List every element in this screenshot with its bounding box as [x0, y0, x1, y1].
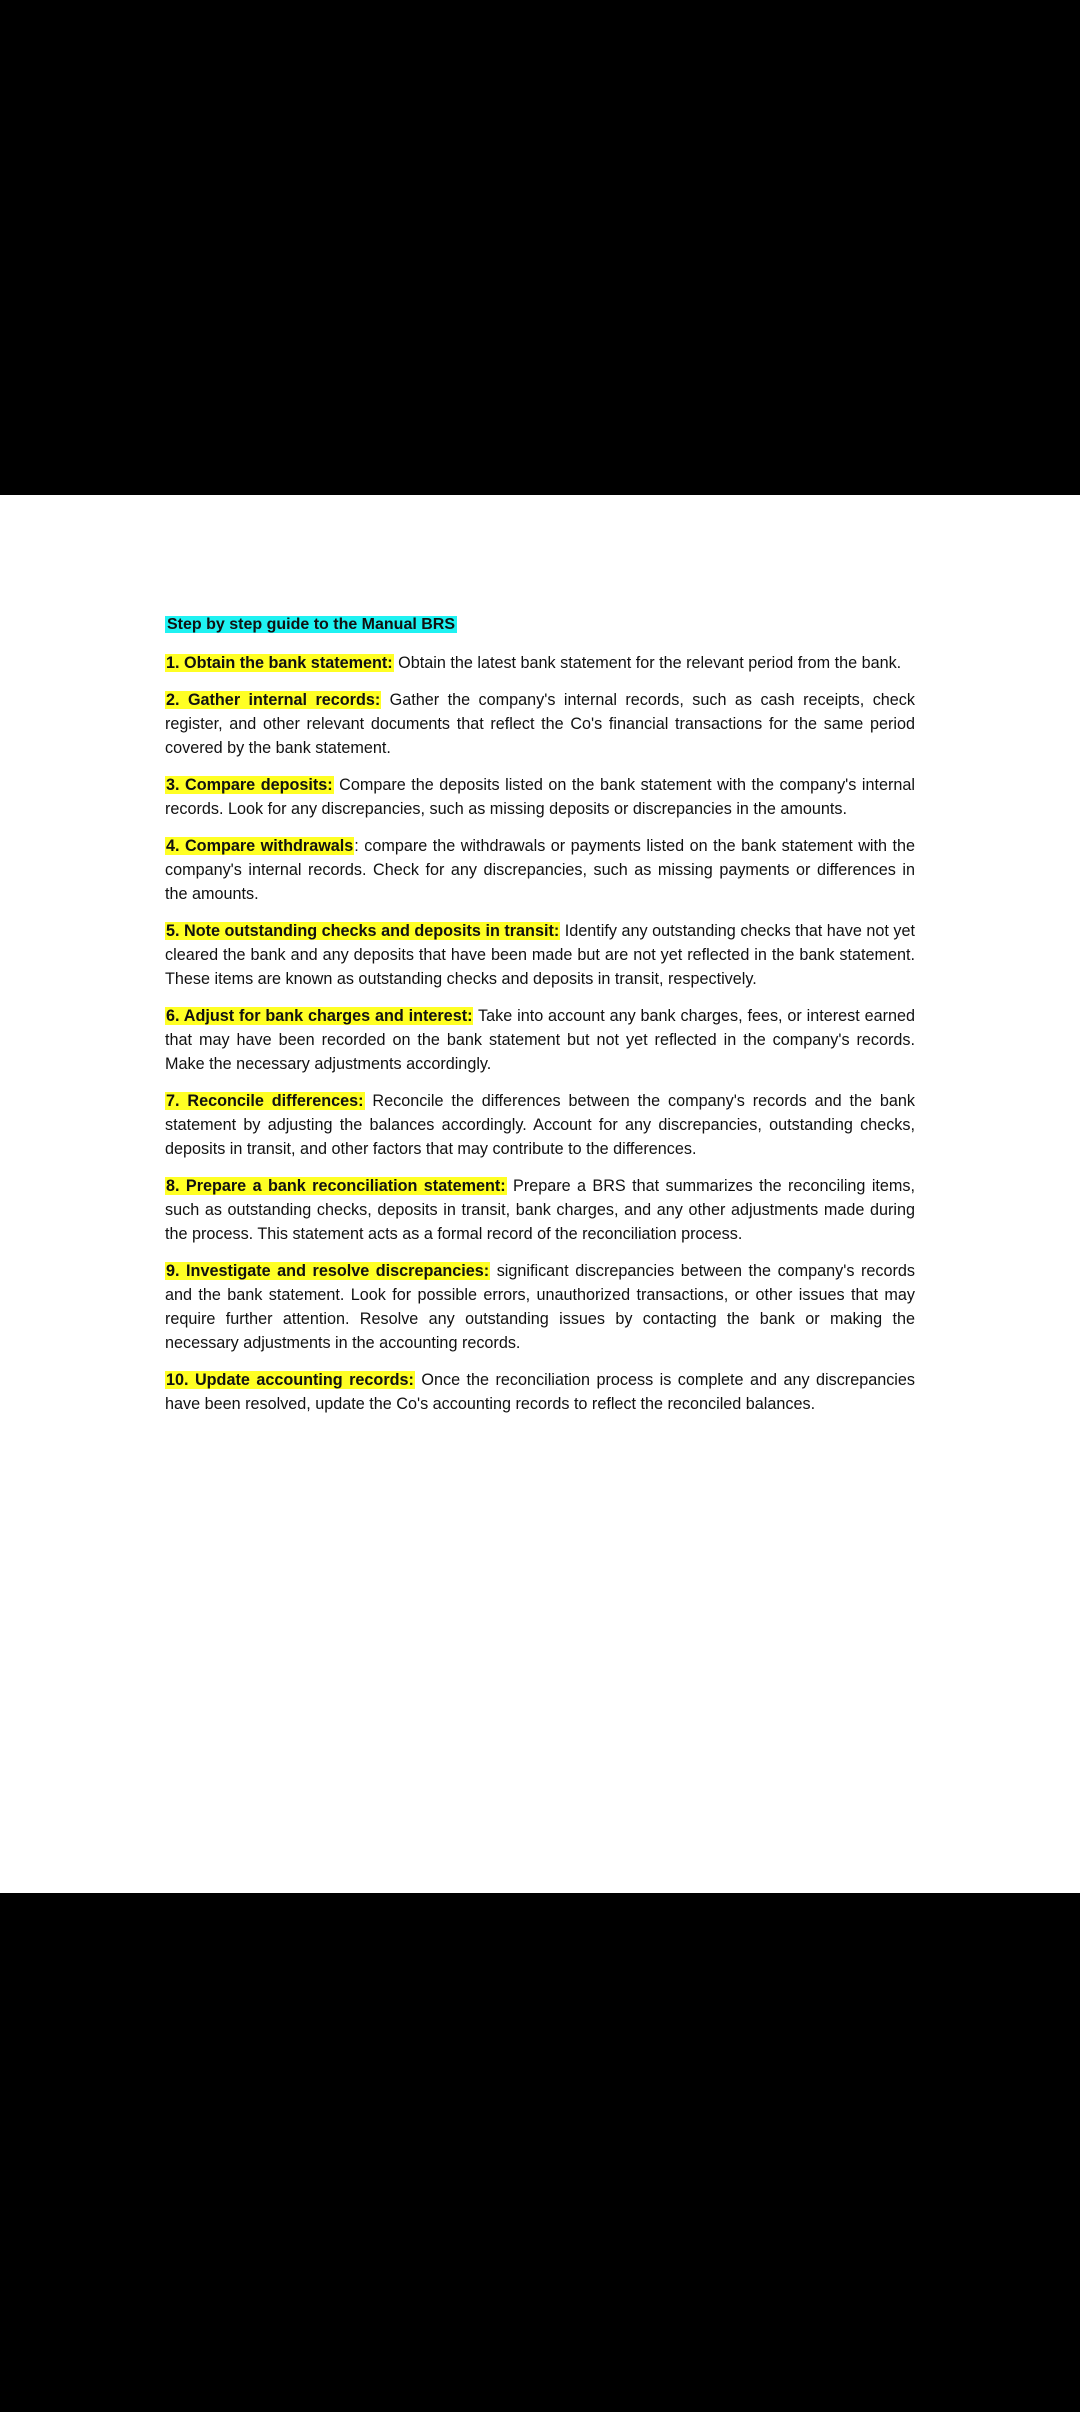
step-text: Obtain the latest bank statement for the relevant period from the bank. — [393, 654, 902, 672]
step-text: Reconcile the differences between the company's records and the bank statement by adjusting the balances accordingly. Account for any discrepancies, outstanding checks, deposits in transit, and other factors that may contribute to the differences. — [165, 1092, 916, 1158]
step-7 — [165, 1089, 915, 1161]
step-9 — [165, 1259, 915, 1355]
step-text: Take into account any bank charges, fees, or interest earned that may have been recorded on the bank statement but not yet reflected in the company's records. Make the necessary adjustments accordingly. — [165, 1007, 915, 1073]
document-title-highlight: Step by step guide to the Manual BRS — [167, 616, 456, 633]
step-10 — [165, 1368, 915, 1416]
step-heading: 10. Update accounting records: — [166, 1371, 414, 1389]
step-heading: 2. Gather internal records: — [166, 691, 381, 709]
step-text: : compare the withdrawals or payments listed on the bank statement with the company's internal records. Check for any discrepancies, such as missing payments or differences in the amounts. — [165, 837, 916, 903]
document-page — [0, 495, 1080, 1893]
step-text: Gather the company's internal records, such as cash receipts, check register, and other relevant documents that reflect the Co's financial transactions for the same period covered by the bank statement. — [165, 691, 915, 757]
step-2 — [165, 688, 915, 760]
step-5 — [165, 919, 915, 991]
step-6 — [165, 1004, 915, 1076]
step-heading: 6. Adjust for bank charges and interest: — [166, 1007, 473, 1025]
step-heading: 8. Prepare a bank reconciliation statement: — [166, 1177, 506, 1195]
step-8 — [165, 1174, 915, 1246]
step-3 — [165, 773, 915, 821]
step-heading: 7. Reconcile differences: — [166, 1092, 364, 1110]
step-heading: 9. Investigate and resolve discrepancies: — [166, 1262, 490, 1280]
step-heading: 1. Obtain the bank statement: — [166, 654, 393, 672]
step-heading: 4. Compare withdrawals — [166, 837, 354, 855]
step-heading: 3. Compare deposits: — [166, 776, 333, 794]
step-text: significant discrepancies between the company's records and the bank statement. Look for possible errors, unauthorized transactions, or other issues that may require further attention. Resolve any outstanding issues by contacting the bank or making the necessary adjustments in the accounting records. — [165, 1262, 915, 1352]
step-heading: 5. Note outstanding checks and deposits in transit: — [166, 922, 560, 940]
step-4 — [165, 834, 915, 906]
step-text: Compare the deposits listed on the bank statement with the company's internal records. Look for any discrepancies, such as missing deposits or discrepancies in the amounts. — [165, 776, 915, 818]
step-text: Once the reconciliation process is complete and any discrepancies have been resolved, update the Co's accounting records to reflect the reconciled balances. — [165, 1371, 915, 1413]
step-1 — [165, 651, 915, 675]
step-text: Prepare a BRS that summarizes the reconciling items, such as outstanding checks, deposits in transit, bank charges, and any other adjustments made during the process. This statement acts as a formal record of the reconciliation process. — [165, 1177, 915, 1243]
document-title — [165, 613, 915, 637]
step-text: Identify any outstanding checks that have not yet cleared the bank and any deposits that have been made but are not yet reflected in the bank statement. These items are known as outstanding checks and deposits in transit, respectively. — [165, 922, 915, 988]
document-content — [165, 613, 915, 1429]
